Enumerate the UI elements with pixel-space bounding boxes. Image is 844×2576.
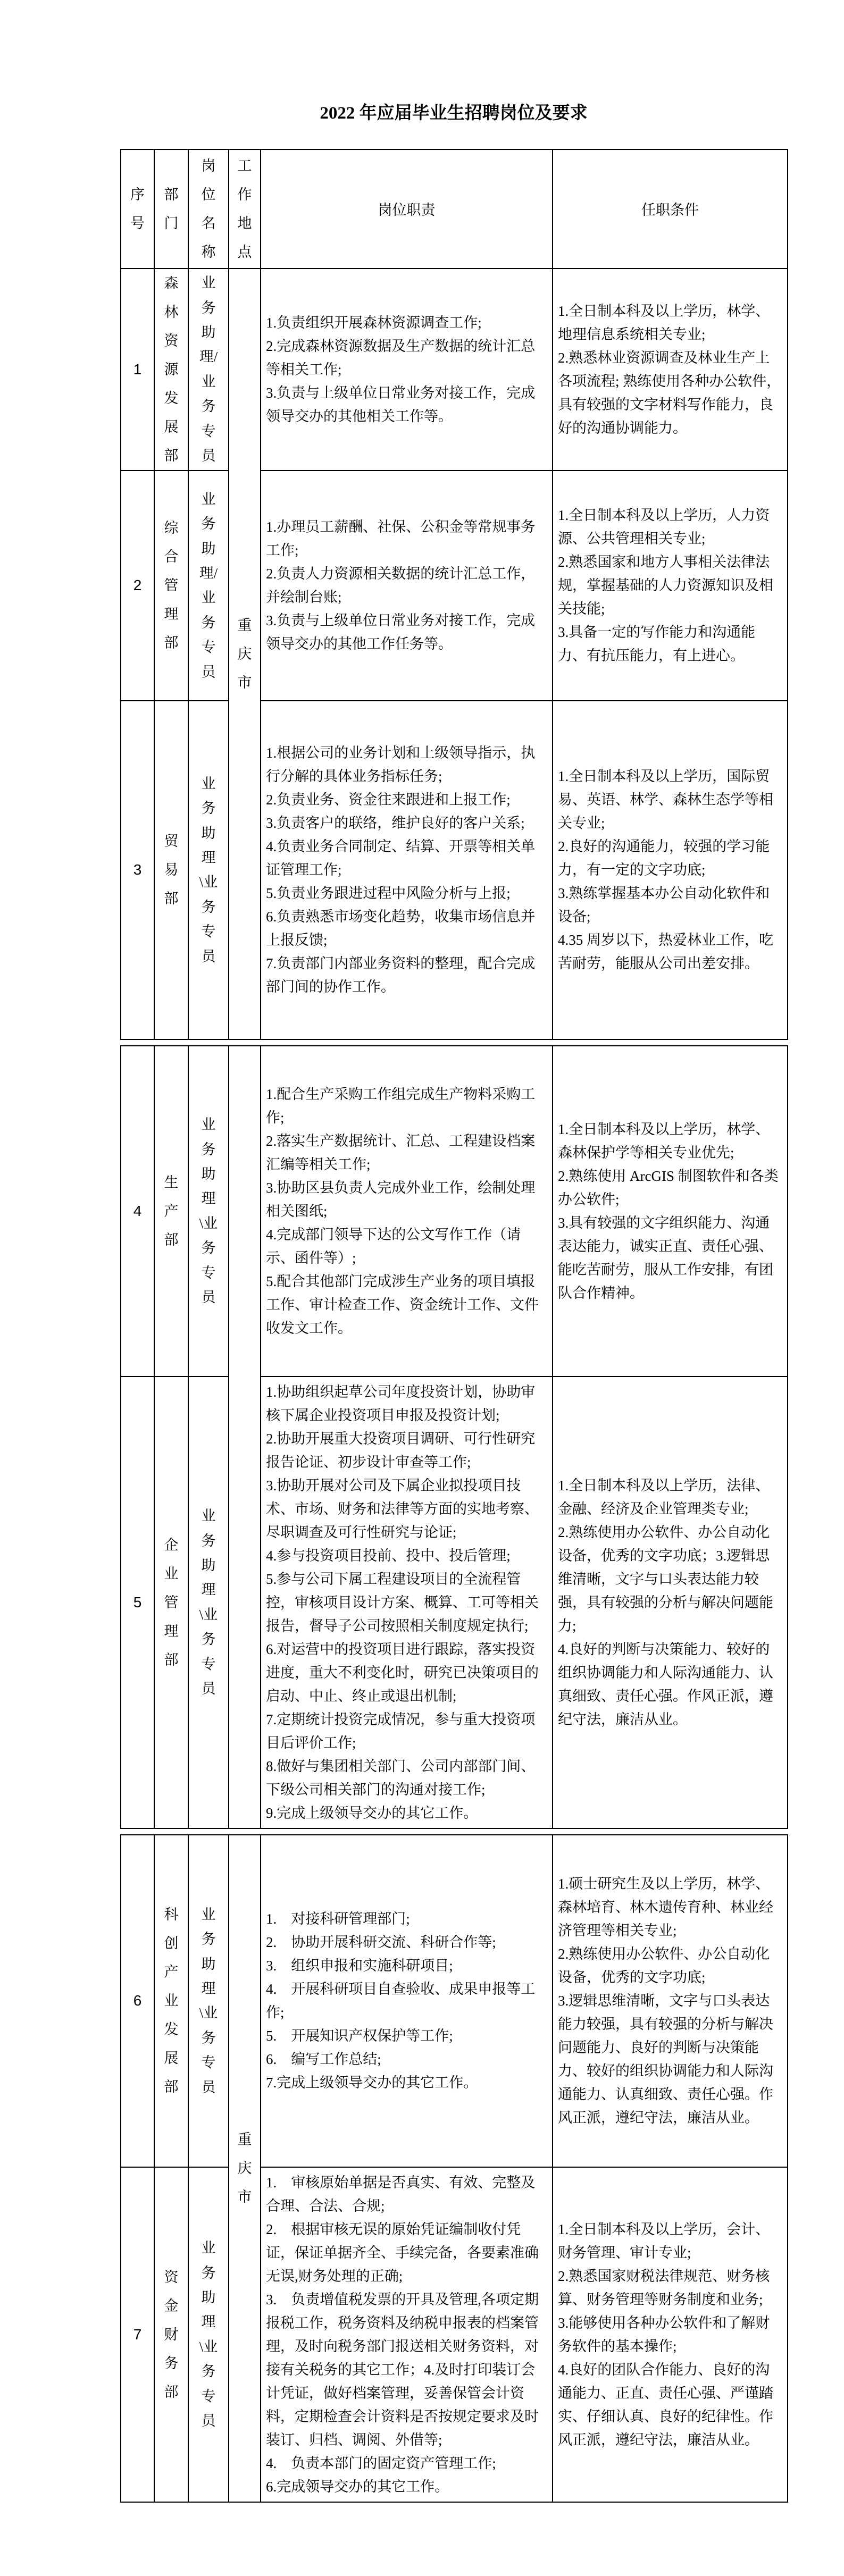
- duties-cell: [261, 1377, 553, 1828]
- duty-item: 7.完成上级领导交办的其它工作。: [266, 2075, 478, 2091]
- document-page: [120, 0, 787, 2503]
- location-cell: [229, 268, 261, 1039]
- requirement-item: 2.熟练使用办公软件、办公自动化设备，优秀的文字功底；3.逻辑思维清晰，文字与口头表达能力较强，具有较强的分析与解决问题能力;: [558, 1524, 773, 1634]
- department-cell: [154, 2167, 188, 2502]
- duty-item: 1.协助组织起草公司年度投资计划，协助审核下属企业投资项目申报及投资计划;: [266, 1383, 536, 1423]
- table-row: [121, 1377, 788, 1828]
- duty-item: 5.负责业务跟进过程中风险分析与上报;: [266, 885, 511, 902]
- requirements-cell: [553, 701, 788, 1039]
- duty-item: 6.负责熟悉市场变化趋势，收集市场信息并上报反馈;: [266, 909, 536, 949]
- duty-item: 7.负责部门内部业务资料的整理，配合完成部门间的协作工作。: [266, 955, 536, 995]
- position-text: 业务助理/业务专员: [199, 491, 218, 680]
- position-cell: [188, 701, 229, 1039]
- requirements-cell: [553, 471, 788, 701]
- duty-item: 3.负责与上级单位日常业务对接工作，完成领导交办的其他工作任务等。: [266, 612, 536, 652]
- requirements-cell: [553, 268, 788, 471]
- duty-item: 1.配合生产采购工作组完成生产物料采购工作;: [266, 1086, 536, 1126]
- serial-cell: 4: [121, 1046, 154, 1377]
- duty-item: 2. 根据审核无误的原始凭证编制收付凭证，保证单据齐全、手续完备，各要素准确无误,财务处理的正确;: [266, 2221, 539, 2284]
- position-cell: [188, 268, 229, 471]
- table-row: [121, 1046, 788, 1377]
- duty-item: 3.负责与上级单位日常业务对接工作，完成领导交办的其他相关工作等。: [266, 384, 536, 424]
- serial-cell: 3: [121, 701, 154, 1039]
- duty-item: 5. 开展知识产权保护等工作;: [266, 2028, 453, 2044]
- table-row: [121, 268, 788, 471]
- department-cell: [154, 268, 188, 471]
- header-cell-department-label: 部门: [164, 186, 179, 231]
- department-text: 资金财务部: [164, 2269, 179, 2400]
- header-cell-position-label: 岗位名称: [201, 157, 216, 260]
- requirement-item: 1.全日制本科及以上学历，林学、森林保护学等相关专业优先;: [558, 1121, 770, 1161]
- requirement-item: 1.全日制本科及以上学历，国际贸易、英语、林学、森林生态学等相关专业;: [558, 768, 773, 832]
- table-row: [121, 2167, 788, 2502]
- duty-item: 4.负责业务合同制定、结算、开票等相关单证管理工作;: [266, 838, 536, 878]
- serial-cell: 2: [121, 471, 154, 701]
- requirement-item: 3.能够使用各种办公软件和了解财务软件的基本操作;: [558, 2314, 770, 2354]
- duty-item: 3. 组织申报和实施科研项目;: [266, 1958, 453, 1974]
- duty-item: 2. 协助开展科研交流、科研合作等;: [266, 1934, 496, 1951]
- position-text: 业务助理\业务专员: [199, 1906, 218, 2095]
- requirement-item: 3.熟练掌握基本办公自动化软件和设备;: [558, 885, 770, 925]
- requirements-cell: [553, 1835, 788, 2167]
- duty-item: 6. 编写工作总结;: [266, 2051, 381, 2068]
- department-cell: [154, 1046, 188, 1377]
- duty-item: 2.负责人力资源相关数据的统计汇总工作，并绘制台账;: [266, 566, 536, 606]
- duty-item: 4.参与投资项目投前、投中、投后管理;: [266, 1547, 511, 1564]
- recruitment-table-section: [120, 149, 788, 1040]
- department-text: 综合管理部: [164, 520, 179, 651]
- requirement-item: 1.全日制本科及以上学历，会计、财务管理、审计专业;: [558, 2221, 770, 2261]
- duty-item: 1.办理员工薪酬、社保、公积金等常规事务工作;: [266, 519, 536, 559]
- requirement-item: 4.35 周岁以下，热爱林业工作，吃苦耐劳，能服从公司出差安排。: [558, 932, 773, 972]
- location-cell: [229, 1046, 261, 1828]
- duty-item: 4. 开展科研项目自查验收、成果申报等工作;: [266, 1981, 536, 2021]
- duties-cell: [261, 2167, 553, 2502]
- position-cell: [188, 1377, 229, 1828]
- position-text: 业务助理\业务专员: [199, 1508, 218, 1697]
- recruitment-table-section: [120, 1834, 788, 2503]
- table-row: [121, 701, 788, 1039]
- duty-item: 5.配合其他部门完成涉生产业务的项目填报工作、审计检查工作、资金统计工作、文件收发文工作。: [266, 1273, 539, 1336]
- requirement-item: 1.硕士研究生及以上学历，林学、森林培育、林木遗传育种、林业经济管理等相关专业;: [558, 1876, 773, 1939]
- duties-cell: [261, 471, 553, 701]
- department-text: 企业管理部: [164, 1537, 179, 1668]
- requirement-item: 1.全日制本科及以上学历，人力资源、公共管理相关专业;: [558, 507, 770, 547]
- department-text: 贸易部: [164, 833, 179, 907]
- duty-item: 2.协助开展重大投资项目调研、可行性研究报告论证、初步设计审查等工作;: [266, 1430, 536, 1470]
- table-row: [121, 1835, 788, 2167]
- duties-cell: [261, 1835, 553, 2167]
- header-cell-department: [154, 149, 188, 268]
- position-text: 业务助理\业务专员: [199, 2240, 218, 2429]
- position-cell: [188, 1835, 229, 2167]
- duty-item: 5.参与公司下属工程建设项目的全流程管控，审核项目设计方案、概算、工可等相关报告，督导子公司按照相关制度规定执行;: [266, 1571, 539, 1634]
- tables: [120, 149, 787, 2503]
- header-cell-serial-label: 序号: [130, 186, 145, 231]
- header-cell-location-label: 工作地点: [237, 157, 252, 260]
- duties-cell: [261, 268, 553, 471]
- position-text: 业务助理/业务专员: [199, 275, 218, 464]
- duty-item: 4.完成部门领导下达的公文写作工作（请示、函件等）;: [266, 1226, 521, 1266]
- position-text: 业务助理\业务专员: [199, 1117, 218, 1306]
- department-cell: [154, 471, 188, 701]
- duty-item: 2.完成森林资源数据及生产数据的统计汇总等相关工作;: [266, 338, 536, 377]
- duty-item: 1. 对接科研管理部门;: [266, 1911, 410, 1927]
- table-row: [121, 471, 788, 701]
- requirement-item: 2.熟悉林业资源调查及林业生产上各项流程; 熟练使用各种办公软件，具有较强的文字材料写作能力，良好的沟通协调能力。: [558, 349, 781, 436]
- department-cell: [154, 1835, 188, 2167]
- requirements-cell: [553, 2167, 788, 2502]
- serial-cell: 6: [121, 1835, 154, 2167]
- duty-item: 3.协助开展对公司及下属企业拟投项目技术、市场、财务和法律等方面的实地考察、尽职调查及可行性研究与论证;: [266, 1477, 539, 1540]
- duty-item: 3. 负责增值税发票的开具及管理,各项定期报税工作，税务资料及纳税申报表的档案管理，及时向税务部门报送相关财务资料，对接有关税务的其它工作；4.及时打印装订会计凭证，做好档案管理，妥善保管会计资料，定期检查会计资料是否按规定要求及时装订、归档、调阅、外借等;: [266, 2291, 539, 2448]
- location-text: 重庆市: [237, 2132, 252, 2205]
- header-cell-requirements-label: 任职条件: [641, 202, 699, 219]
- department-text: 科创产业发展部: [164, 1907, 179, 2095]
- location-cell: [229, 1835, 261, 2502]
- duty-item: 6.完成领导交办的其它工作。: [266, 2478, 449, 2495]
- requirement-item: 2.熟练使用 ArcGIS 制图软件和各类办公软件;: [558, 1168, 779, 1207]
- serial-cell: 7: [121, 2167, 154, 2502]
- header-cell-serial: [121, 149, 154, 268]
- department-text: 生产部: [164, 1174, 179, 1248]
- duty-item: 1. 审核原始单据是否真实、有效、完整及合理、合法、合规;: [266, 2174, 536, 2214]
- duties-cell: [261, 1046, 553, 1377]
- requirement-item: 1.全日制本科及以上学历，林学、地理信息系统相关专业;: [558, 303, 770, 342]
- serial-cell: 1: [121, 268, 154, 471]
- department-cell: [154, 701, 188, 1039]
- header-cell-position: [188, 149, 229, 268]
- requirements-cell: [553, 1377, 788, 1828]
- duty-item: 9.完成上级领导交办的其它工作。: [266, 1805, 478, 1821]
- table-header-row: [121, 149, 788, 268]
- duty-item: 3.负责客户的联络，维护良好的客户关系;: [266, 815, 525, 832]
- duty-item: 1.根据公司的业务计划和上级领导指示，执行分解的具体业务指标任务;: [266, 745, 536, 785]
- requirement-item: 2.熟悉国家和地方人事相关法律法规，掌握基础的人力资源知识及相关技能;: [558, 554, 773, 617]
- department-text: 森林资源发展部: [164, 275, 179, 464]
- duties-cell: [261, 701, 553, 1039]
- position-cell: [188, 2167, 229, 2502]
- position-cell: [188, 1046, 229, 1377]
- requirement-item: 4.良好的判断与决策能力、较好的组织协调能力和人际沟通能力、认真细致、责任心强。作风正派，遵纪守法，廉洁从业。: [558, 1641, 773, 1727]
- duty-item: 8.做好与集团相关部门、公司内部部门间、下级公司相关部门的沟通对接工作;: [266, 1758, 536, 1798]
- header-cell-duties: [261, 149, 553, 268]
- header-cell-requirements: [553, 149, 788, 268]
- header-cell-location: [229, 149, 261, 268]
- position-text: 业务助理\业务专员: [199, 775, 218, 964]
- requirement-item: 2.熟练使用办公软件、办公自动化设备，优秀的文字功底;: [558, 1946, 770, 1986]
- duty-item: 3.协助区县负责人完成外业工作，绘制处理相关图纸;: [266, 1179, 536, 1219]
- duty-item: 1.负责组织开展森林资源调查工作;: [266, 314, 482, 331]
- requirement-item: 4.良好的团队合作能力、良好的沟通能力、正直、责任心强、严谨踏实、仔细认真、良好的纪律性。作风正派，遵纪守法，廉洁从业。: [558, 2361, 773, 2448]
- department-cell: [154, 1377, 188, 1828]
- requirement-item: 2.熟悉国家财税法律规范、财务核算、财务管理等财务制度和业务;: [558, 2268, 770, 2308]
- duty-item: 4. 负责本部门的固定资产管理工作;: [266, 2455, 496, 2471]
- requirement-item: 1.全日制本科及以上学历，法律、金融、经济及企业管理类专业;: [558, 1477, 770, 1517]
- requirements-cell: [553, 1046, 788, 1377]
- header-cell-duties-label: 岗位职责: [378, 202, 436, 219]
- requirement-item: 3.具备一定的写作能力和沟通能力、有抗压能力，有上进心。: [558, 624, 756, 664]
- serial-cell: 5: [121, 1377, 154, 1828]
- recruitment-table-section: [120, 1045, 788, 1829]
- position-cell: [188, 471, 229, 701]
- location-text: 重庆市: [237, 617, 252, 691]
- page-title: 2022 年应届毕业生招聘岗位及要求: [320, 104, 588, 123]
- duty-item: 2.负责业务、资金往来跟进和上报工作;: [266, 792, 511, 808]
- requirement-item: 2.良好的沟通能力，较强的学习能力，有一定的文字功底;: [558, 838, 770, 878]
- duty-item: 6.对运营中的投资项目进行跟踪，落实投资进度，重大不利变化时，研究已决策项目的启动、中止、终止或退出机制;: [266, 1641, 539, 1704]
- requirement-item: 3.具有较强的文字组织能力、沟通表达能力，诚实正直、责任心强、能吃苦耐劳，服从工作安排，有团队合作精神。: [558, 1214, 773, 1301]
- duty-item: 7.定期统计投资完成情况，参与重大投资项目后评价工作;: [266, 1711, 536, 1751]
- requirement-item: 3.逻辑思维清晰，文字与口头表达能力较强，具有较强的分析与解决问题能力、良好的判断与决策能力、较好的组织协调能力和人际沟通能力、认真细致、责任心强。作风正派，遵纪守法，廉洁从业。: [558, 1993, 773, 2126]
- duty-item: 2.落实生产数据统计、汇总、工程建设档案汇编等相关工作;: [266, 1132, 536, 1172]
